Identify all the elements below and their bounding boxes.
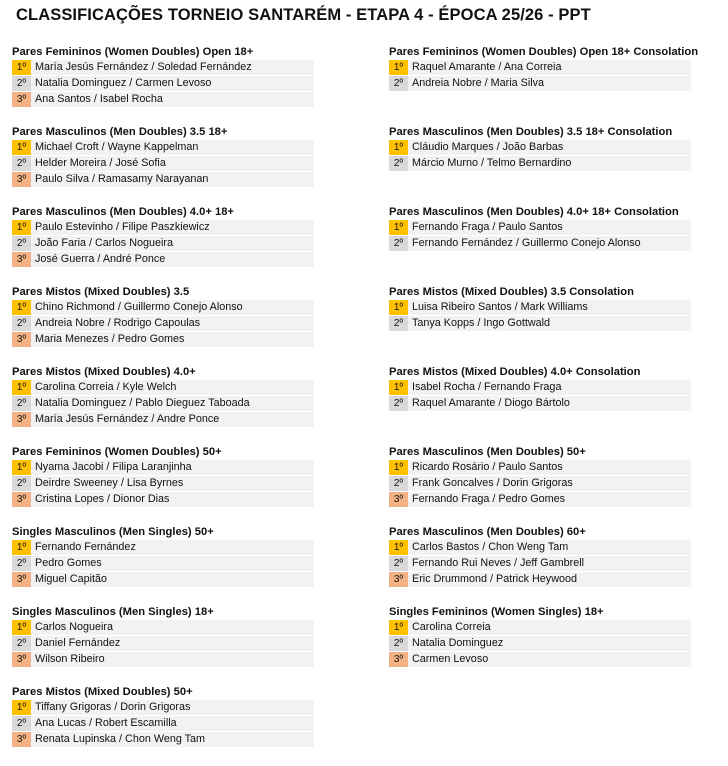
player-names: Carmen Levoso (408, 652, 691, 667)
result-row (389, 540, 698, 556)
rank-badge: 3º (389, 492, 408, 507)
rank-badge: 1º (12, 220, 31, 235)
rank-badge: 3º (12, 412, 31, 427)
player-names: Fernando Fraga / Pedro Gomes (408, 492, 691, 507)
rank-badge: 3º (389, 572, 408, 587)
rank-badge: 2º (389, 76, 408, 91)
player-names: Daniel Fernández (31, 636, 314, 651)
category-title: Pares Masculinos (Men Doubles) 4.0+ 18+ (12, 206, 234, 218)
category-title: Singles Femininos (Women Singles) 18+ (389, 606, 604, 618)
rank-badge: 1º (12, 380, 31, 395)
player-names: Eric Drummond / Patrick Heywood (408, 572, 691, 587)
player-names: Tiffany Grigoras / Dorin Grigoras (31, 700, 314, 715)
result-row (12, 220, 314, 236)
rank-badge: 1º (389, 620, 408, 635)
rank-badge: 2º (12, 396, 31, 411)
rank-badge: 3º (389, 652, 408, 667)
result-row (389, 652, 698, 668)
result-row (12, 380, 314, 396)
category-title: Pares Masculinos (Men Doubles) 50+ (389, 446, 586, 458)
rank-badge: 2º (12, 476, 31, 491)
result-row (389, 220, 698, 236)
player-names: Tanya Kopps / Ingo Gottwald (408, 316, 691, 331)
player-names: Cláudio Marques / João Barbas (408, 140, 691, 155)
result-row (12, 460, 314, 476)
rank-badge: 1º (389, 60, 408, 75)
player-names: Cristina Lopes / Dionor Dias (31, 492, 314, 507)
category-title: Pares Masculinos (Men Doubles) 3.5 18+ (12, 126, 228, 138)
category-pares-mistos-mixed-doubles-3-5-consolation (389, 284, 698, 364)
result-row (12, 412, 314, 428)
rank-badge: 3º (12, 332, 31, 347)
result-row (12, 60, 314, 76)
category-title: Singles Masculinos (Men Singles) 18+ (12, 606, 214, 618)
rank-badge: 1º (12, 700, 31, 715)
rank-badge: 2º (389, 556, 408, 571)
player-names: Natalia Dominguez / Pablo Dieguez Taboada (31, 396, 314, 411)
result-row (12, 172, 314, 188)
result-row (389, 76, 698, 92)
rank-badge: 2º (389, 316, 408, 331)
result-row (12, 556, 314, 572)
category-pares-masculinos-men-doubles-4-0-18 (12, 204, 314, 284)
result-row (389, 396, 698, 412)
result-row (12, 236, 314, 252)
category-title: Pares Masculinos (Men Doubles) 60+ (389, 526, 586, 538)
result-row (389, 556, 698, 572)
category-pares-masculinos-men-doubles-60 (389, 524, 698, 604)
player-names: Natalia Dominguez (408, 636, 691, 651)
result-row (12, 300, 314, 316)
rank-badge: 2º (12, 556, 31, 571)
rank-badge: 3º (12, 732, 31, 747)
category-title: Pares Femininos (Women Doubles) Open 18+ (12, 46, 254, 58)
result-row (389, 636, 698, 652)
category-title: Pares Mistos (Mixed Doubles) 4.0+ Consolation (389, 366, 641, 378)
category-title: Pares Mistos (Mixed Doubles) 4.0+ (12, 366, 196, 378)
player-names: Fernando Fernández / Guillermo Conejo Alonso (408, 236, 691, 251)
result-row (12, 92, 314, 108)
player-names: Maria Menezes / Pedro Gomes (31, 332, 314, 347)
rank-badge: 1º (12, 540, 31, 555)
category-title: Pares Femininos (Women Doubles) 50+ (12, 446, 222, 458)
player-names: Carolina Correia / Kyle Welch (31, 380, 314, 395)
rank-badge: 1º (389, 540, 408, 555)
rank-badge: 3º (12, 172, 31, 187)
player-names: Ana Santos / Isabel Rocha (31, 92, 314, 107)
rank-badge: 2º (12, 76, 31, 91)
rank-badge: 2º (389, 236, 408, 251)
page-title: CLASSIFICAÇÕES TORNEIO SANTARÉM - ETAPA 4 - ÉPOCA 25/26 - PPT (16, 6, 591, 24)
rank-badge: 1º (12, 140, 31, 155)
player-names: María Jesús Fernández / Soledad Fernández (31, 60, 314, 75)
player-names: Michael Croft / Wayne Kappelman (31, 140, 314, 155)
rank-badge: 1º (389, 220, 408, 235)
player-names: Paulo Estevinho / Filipe Paszkiewicz (31, 220, 314, 235)
player-names: Andreia Nobre / Maria Silva (408, 76, 691, 91)
category-pares-mistos-mixed-doubles-4-0 (12, 364, 314, 444)
player-names: Fernando Fraga / Paulo Santos (408, 220, 691, 235)
rank-badge: 1º (389, 460, 408, 475)
rank-badge: 2º (389, 636, 408, 651)
result-row (389, 316, 698, 332)
player-names: Raquel Amarante / Diogo Bártolo (408, 396, 691, 411)
category-pares-mistos-mixed-doubles-4-0-consolation (389, 364, 698, 444)
result-row (389, 60, 698, 76)
rank-badge: 1º (389, 300, 408, 315)
result-row (12, 716, 314, 732)
player-names: Chino Richmond / Guillermo Conejo Alonso (31, 300, 314, 315)
category-pares-femininos-women-doubles-open-18 (12, 44, 314, 124)
result-row (389, 476, 698, 492)
result-row (389, 492, 698, 508)
player-names: Miguel Capitão (31, 572, 314, 587)
rank-badge: 1º (12, 300, 31, 315)
category-singles-masculinos-men-singles-18 (12, 604, 314, 684)
rank-badge: 1º (12, 460, 31, 475)
player-names: Carlos Nogueira (31, 620, 314, 635)
player-names: Wilson Ribeiro (31, 652, 314, 667)
result-row (12, 476, 314, 492)
player-names: María Jesús Fernández / Andre Ponce (31, 412, 314, 427)
result-row (389, 380, 698, 396)
player-names: Deirdre Sweeney / Lisa Byrnes (31, 476, 314, 491)
player-names: Márcio Murno / Telmo Bernardino (408, 156, 691, 171)
result-row (12, 652, 314, 668)
rank-badge: 3º (12, 572, 31, 587)
player-names: Luisa Ribeiro Santos / Mark Williams (408, 300, 691, 315)
result-row (12, 140, 314, 156)
rank-badge: 2º (12, 316, 31, 331)
player-names: Carlos Bastos / Chon Weng Tam (408, 540, 691, 555)
rank-badge: 2º (389, 396, 408, 411)
rank-badge: 2º (389, 156, 408, 171)
result-row (389, 236, 698, 252)
player-names: Pedro Gomes (31, 556, 314, 571)
player-names: Andreia Nobre / Rodrigo Capoulas (31, 316, 314, 331)
category-pares-masculinos-men-doubles-50 (389, 444, 698, 524)
player-names: Renata Lupinska / Chon Weng Tam (31, 732, 314, 747)
category-title: Singles Masculinos (Men Singles) 50+ (12, 526, 214, 538)
category-pares-mistos-mixed-doubles-3-5 (12, 284, 314, 364)
category-pares-masculinos-men-doubles-4-0-18-consolation (389, 204, 698, 284)
rank-badge: 3º (12, 252, 31, 267)
player-names: Natalia Dominguez / Carmen Levoso (31, 76, 314, 91)
player-names: Isabel Rocha / Fernando Fraga (408, 380, 691, 395)
category-title: Pares Femininos (Women Doubles) Open 18+ Consolation (389, 46, 699, 58)
rank-badge: 2º (12, 716, 31, 731)
category-singles-femininos-women-singles-18 (389, 604, 698, 684)
right-column (389, 44, 698, 684)
category-pares-mistos-mixed-doubles-50 (12, 684, 314, 764)
result-row (389, 620, 698, 636)
result-row (12, 732, 314, 748)
result-row (12, 572, 314, 588)
player-names: Paulo Silva / Ramasamy Narayanan (31, 172, 314, 187)
category-pares-masculinos-men-doubles-3-5-18-consolation (389, 124, 698, 204)
result-row (12, 492, 314, 508)
player-names: João Faria / Carlos Nogueira (31, 236, 314, 251)
result-row (12, 396, 314, 412)
category-pares-femininos-women-doubles-open-18-consolation (389, 44, 698, 124)
result-row (12, 332, 314, 348)
player-names: José Guerra / André Ponce (31, 252, 314, 267)
result-row (12, 252, 314, 268)
rank-badge: 2º (12, 636, 31, 651)
result-row (12, 156, 314, 172)
rank-badge: 2º (12, 236, 31, 251)
result-row (12, 316, 314, 332)
player-names: Fernando Fernández (31, 540, 314, 555)
rank-badge: 2º (12, 156, 31, 171)
rank-badge: 2º (389, 476, 408, 491)
category-singles-masculinos-men-singles-50 (12, 524, 314, 604)
result-row (389, 460, 698, 476)
rank-badge: 1º (389, 380, 408, 395)
category-title: Pares Mistos (Mixed Doubles) 50+ (12, 686, 193, 698)
rank-badge: 3º (12, 92, 31, 107)
result-row (12, 636, 314, 652)
category-pares-masculinos-men-doubles-3-5-18 (12, 124, 314, 204)
rank-badge: 3º (12, 492, 31, 507)
result-row (12, 620, 314, 636)
player-names: Raquel Amarante / Ana Correia (408, 60, 691, 75)
result-row (389, 156, 698, 172)
player-names: Ana Lucas / Robert Escamilla (31, 716, 314, 731)
category-title: Pares Mistos (Mixed Doubles) 3.5 (12, 286, 190, 298)
player-names: Fernando Rui Neves / Jeff Gambrell (408, 556, 691, 571)
left-column (12, 44, 314, 764)
category-title: Pares Masculinos (Men Doubles) 3.5 18+ Consolation (389, 126, 673, 138)
result-row (12, 540, 314, 556)
category-title: Pares Mistos (Mixed Doubles) 3.5 Consolation (389, 286, 634, 298)
result-row (389, 572, 698, 588)
rank-badge: 1º (389, 140, 408, 155)
player-names: Ricardo Rosário / Paulo Santos (408, 460, 691, 475)
result-row (389, 140, 698, 156)
result-row (12, 700, 314, 716)
result-row (12, 76, 314, 92)
result-row (389, 300, 698, 316)
player-names: Carolina Correia (408, 620, 691, 635)
rank-badge: 1º (12, 620, 31, 635)
rank-badge: 3º (12, 652, 31, 667)
player-names: Nyama Jacobi / Filipa Laranjinha (31, 460, 314, 475)
rank-badge: 1º (12, 60, 31, 75)
player-names: Frank Goncalves / Dorin Grigoras (408, 476, 691, 491)
player-names: Helder Moreira / José Sofia (31, 156, 314, 171)
category-title: Pares Masculinos (Men Doubles) 4.0+ 18+ Consolation (389, 206, 679, 218)
category-pares-femininos-women-doubles-50 (12, 444, 314, 524)
